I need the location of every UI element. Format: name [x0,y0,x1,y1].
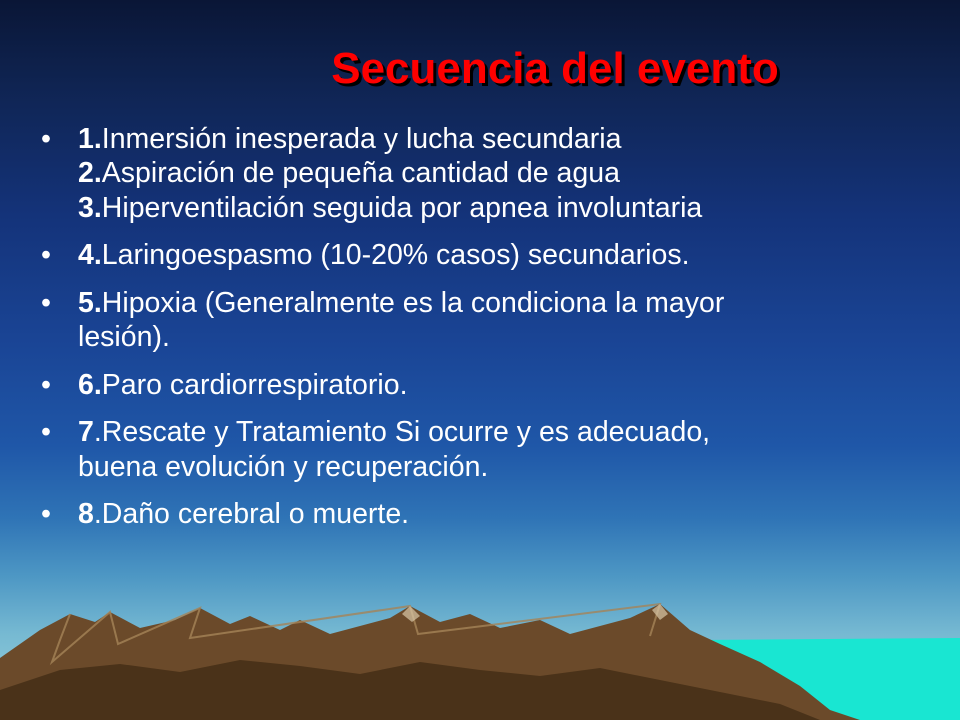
bullet-item-1 [36,122,936,225]
bullet-glyph: • [41,368,51,401]
bullet-item-8 [36,497,936,531]
bullet-item-5 [36,286,936,355]
step-text: Inmersión inesperada y lucha secundaria [101,123,622,155]
step-number: 7 [78,416,94,449]
step-number: 5. [78,286,102,319]
bullet-glyph: • [41,416,51,449]
bullet-item-6 [36,368,936,402]
step-text: Paro cardiorrespiratorio. [101,368,408,401]
step-number: 6. [78,368,102,401]
bullet-line [78,320,936,354]
step-text: Laringoespasmo (10-20% casos) secundarios. [101,239,690,272]
bullet-line [78,450,936,484]
bullet-glyph: • [41,239,51,272]
slide-title: Secuencia del evento [331,44,779,93]
bullet-list [36,122,936,545]
step-text: .Rescate y Tratamiento Si ocurre y es adecuado, [93,416,711,449]
bullet-line [78,497,936,531]
bullet-glyph: • [41,286,51,319]
step-text: lesión). [78,321,170,354]
bullet-item-4 [36,238,936,272]
step-number: 1. [78,123,102,155]
step-text: buena evolución y recuperación. [78,450,489,483]
bullet-line [78,286,936,320]
bullet-glyph: • [41,498,51,531]
bullet-line [78,238,936,272]
bullet-item-7 [36,415,936,484]
bullet-line [78,415,936,449]
step-number: 2. [78,157,102,190]
step-number: 4. [78,239,102,272]
bullet-line [78,368,936,402]
mountain-landscape [0,600,960,720]
bullet-glyph: • [41,123,51,155]
step-text: .Daño cerebral o muerte. [93,498,410,531]
step-number: 8 [78,498,94,531]
step-text: Hiperventilación seguida por apnea involuntaria [101,191,703,224]
bullet-line [78,122,936,156]
bullet-line [78,156,936,190]
bullet-line [78,191,936,225]
step-number: 3. [78,191,102,224]
step-text: Hipoxia (Generalmente es la condiciona la mayor [101,286,725,319]
step-text: Aspiración de pequeña cantidad de agua [101,157,620,190]
